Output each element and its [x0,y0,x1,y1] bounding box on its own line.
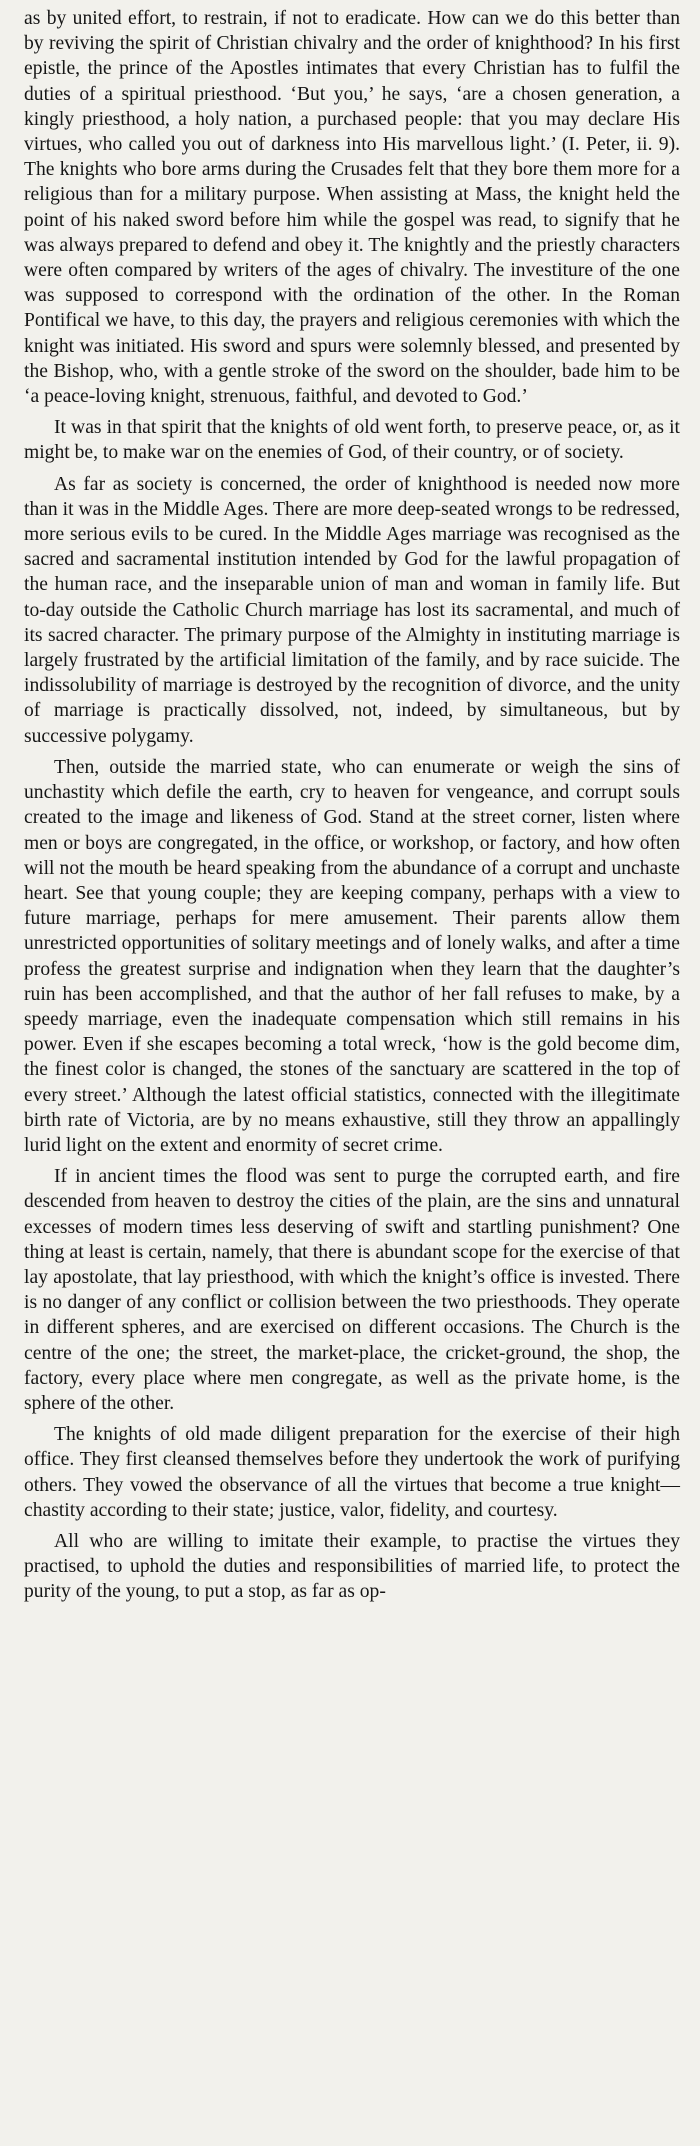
paragraph-marriage: As far as society is concerned, the order of knighthood is needed now more than it was in the Middle Ages. There are more deep-seated wrongs to be redressed, more serious evils to be cured. In the Middle Ages marriage was recognised as the sacred and sacramental institution intended by God for the lawful propagation of the human race, and the inseparable union of man and woman in family life. But to-day outside the Catholic Church marriage has lost its sacramental, and much of its sacred character. The primary purpose of the Almighty in instituting marriage is largely frustrated by the artificial limitation of the family, and by race suicide. The indissolubility of marriage is destroyed by the recognition of divorce, and the unity of marriage is practically dissolved, not, indeed, by simultaneous, but by successive polygamy. [24,473,680,747]
paragraph-knights-of-old: It was in that spirit that the knights of old went forth, to preserve peace, or, as it might be, to make war on the enemies of God, of their country, or of society. [24,417,680,464]
paragraph-unchastity: Then, outside the married state, who can enumerate or weigh the sins of unchastity which defile the earth, cry to heaven for vengeance, and corrupt souls created to the image and likeness of God. Stand at the street corner, listen where men or boys are congregated, in the office, or workshop, or factory, and how often will not the mouth be heard speaking from the abundance of a corrupt and unchaste heart. See that young couple; they are keeping company, perhaps with a view to future marriage, perhaps for mere amusement. Their parents allow them unrestricted opportunities of solitary meetings and of lonely walks, and after a time profess the greatest surprise and indignation when they learn that the daughter’s ruin has been accomplished, and that the author of her fall refuses to make, by a speedy marriage, even the inadequate compensation which still remains in his power. Even if she escapes becoming a total wreck, ‘how is the gold become dim, the finest color is changed, the stones of the sanctuary are scattered in the top of every street.’ Although the latest official statistics, connected with the illegitimate birth rate of Victoria, are by no means exhaustive, still they throw an appallingly lurid light on the extent and enormity of secret crime. [24,756,680,1156]
paragraph-preparation: The knights of old made diligent preparation for the exercise of their high office. They first cleansed themselves before they undertook the work of purifying others. They vowed the observance of all the virtues that become a true knight—chastity according to their state; justice, valor, fidelity, and courtesy. [24,1424,680,1521]
paragraph-chivalry: as by united effort, to restrain, if not to eradicate. How can we do this better than by reviving the spirit of Christian chivalry and the order of knighthood? In his first epistle, the prince of the Apostles intimates that every Christian has to fulfil the duties of a spiritual priesthood. ‘But you,’ he says, ‘are a chosen generation, a kingly priesthood, a holy nation, a purchased people: that you may declare His virtues, who called you out of darkness into His marvellous light.’ (I. Peter, ii. 9). The knights who bore arms during the Crusades felt that they bore them more for a religious than for a military purpose. When assisting at Mass, the knight held the point of his naked sword before him while the gospel was read, to signify that he was always prepared to defend and obey it. The knightly and the priestly characters were often compared by writers of the ages of chivalry. The investiture of the one was supposed to correspond with the ordination of the other. In the Roman Pontifical we have, to this day, the prayers and religious ceremonies with which the knight was initiated. His sword and spurs were solemnly blessed, and presented by the Bishop, who, with a gentle stroke of the sword on the shoulder, bade him to be ‘a peace-loving knight, strenuous, faithful, and devoted to God.’ [24,8,680,408]
paragraph-lay-apostolate: If in ancient times the flood was sent to purge the corrupted earth, and fire descended from heaven to destroy the cities of the plain, are the sins and unnatural excesses of modern times less deserving of swift and startling punishment? One thing at least is certain, namely, that there is abundant scope for the exercise of that lay apostolate, that lay priesthood, with which the knight’s office is invested. There is no danger of any conflict or collision between the two priesthoods. They operate in different spheres, and are exercised on different occasions. The Church is the centre of the one; the street, the market-place, the cricket-ground, the shop, the factory, every place where men congregate, as well as the private home, is the sphere of the other. [24,1166,680,1414]
paragraph-imitate-example: All who are willing to imitate their example, to practise the virtues they practised, to uphold the duties and responsibilities of married life, to protect the purity of the young, to put a stop, as far as op- [24,1530,680,1603]
